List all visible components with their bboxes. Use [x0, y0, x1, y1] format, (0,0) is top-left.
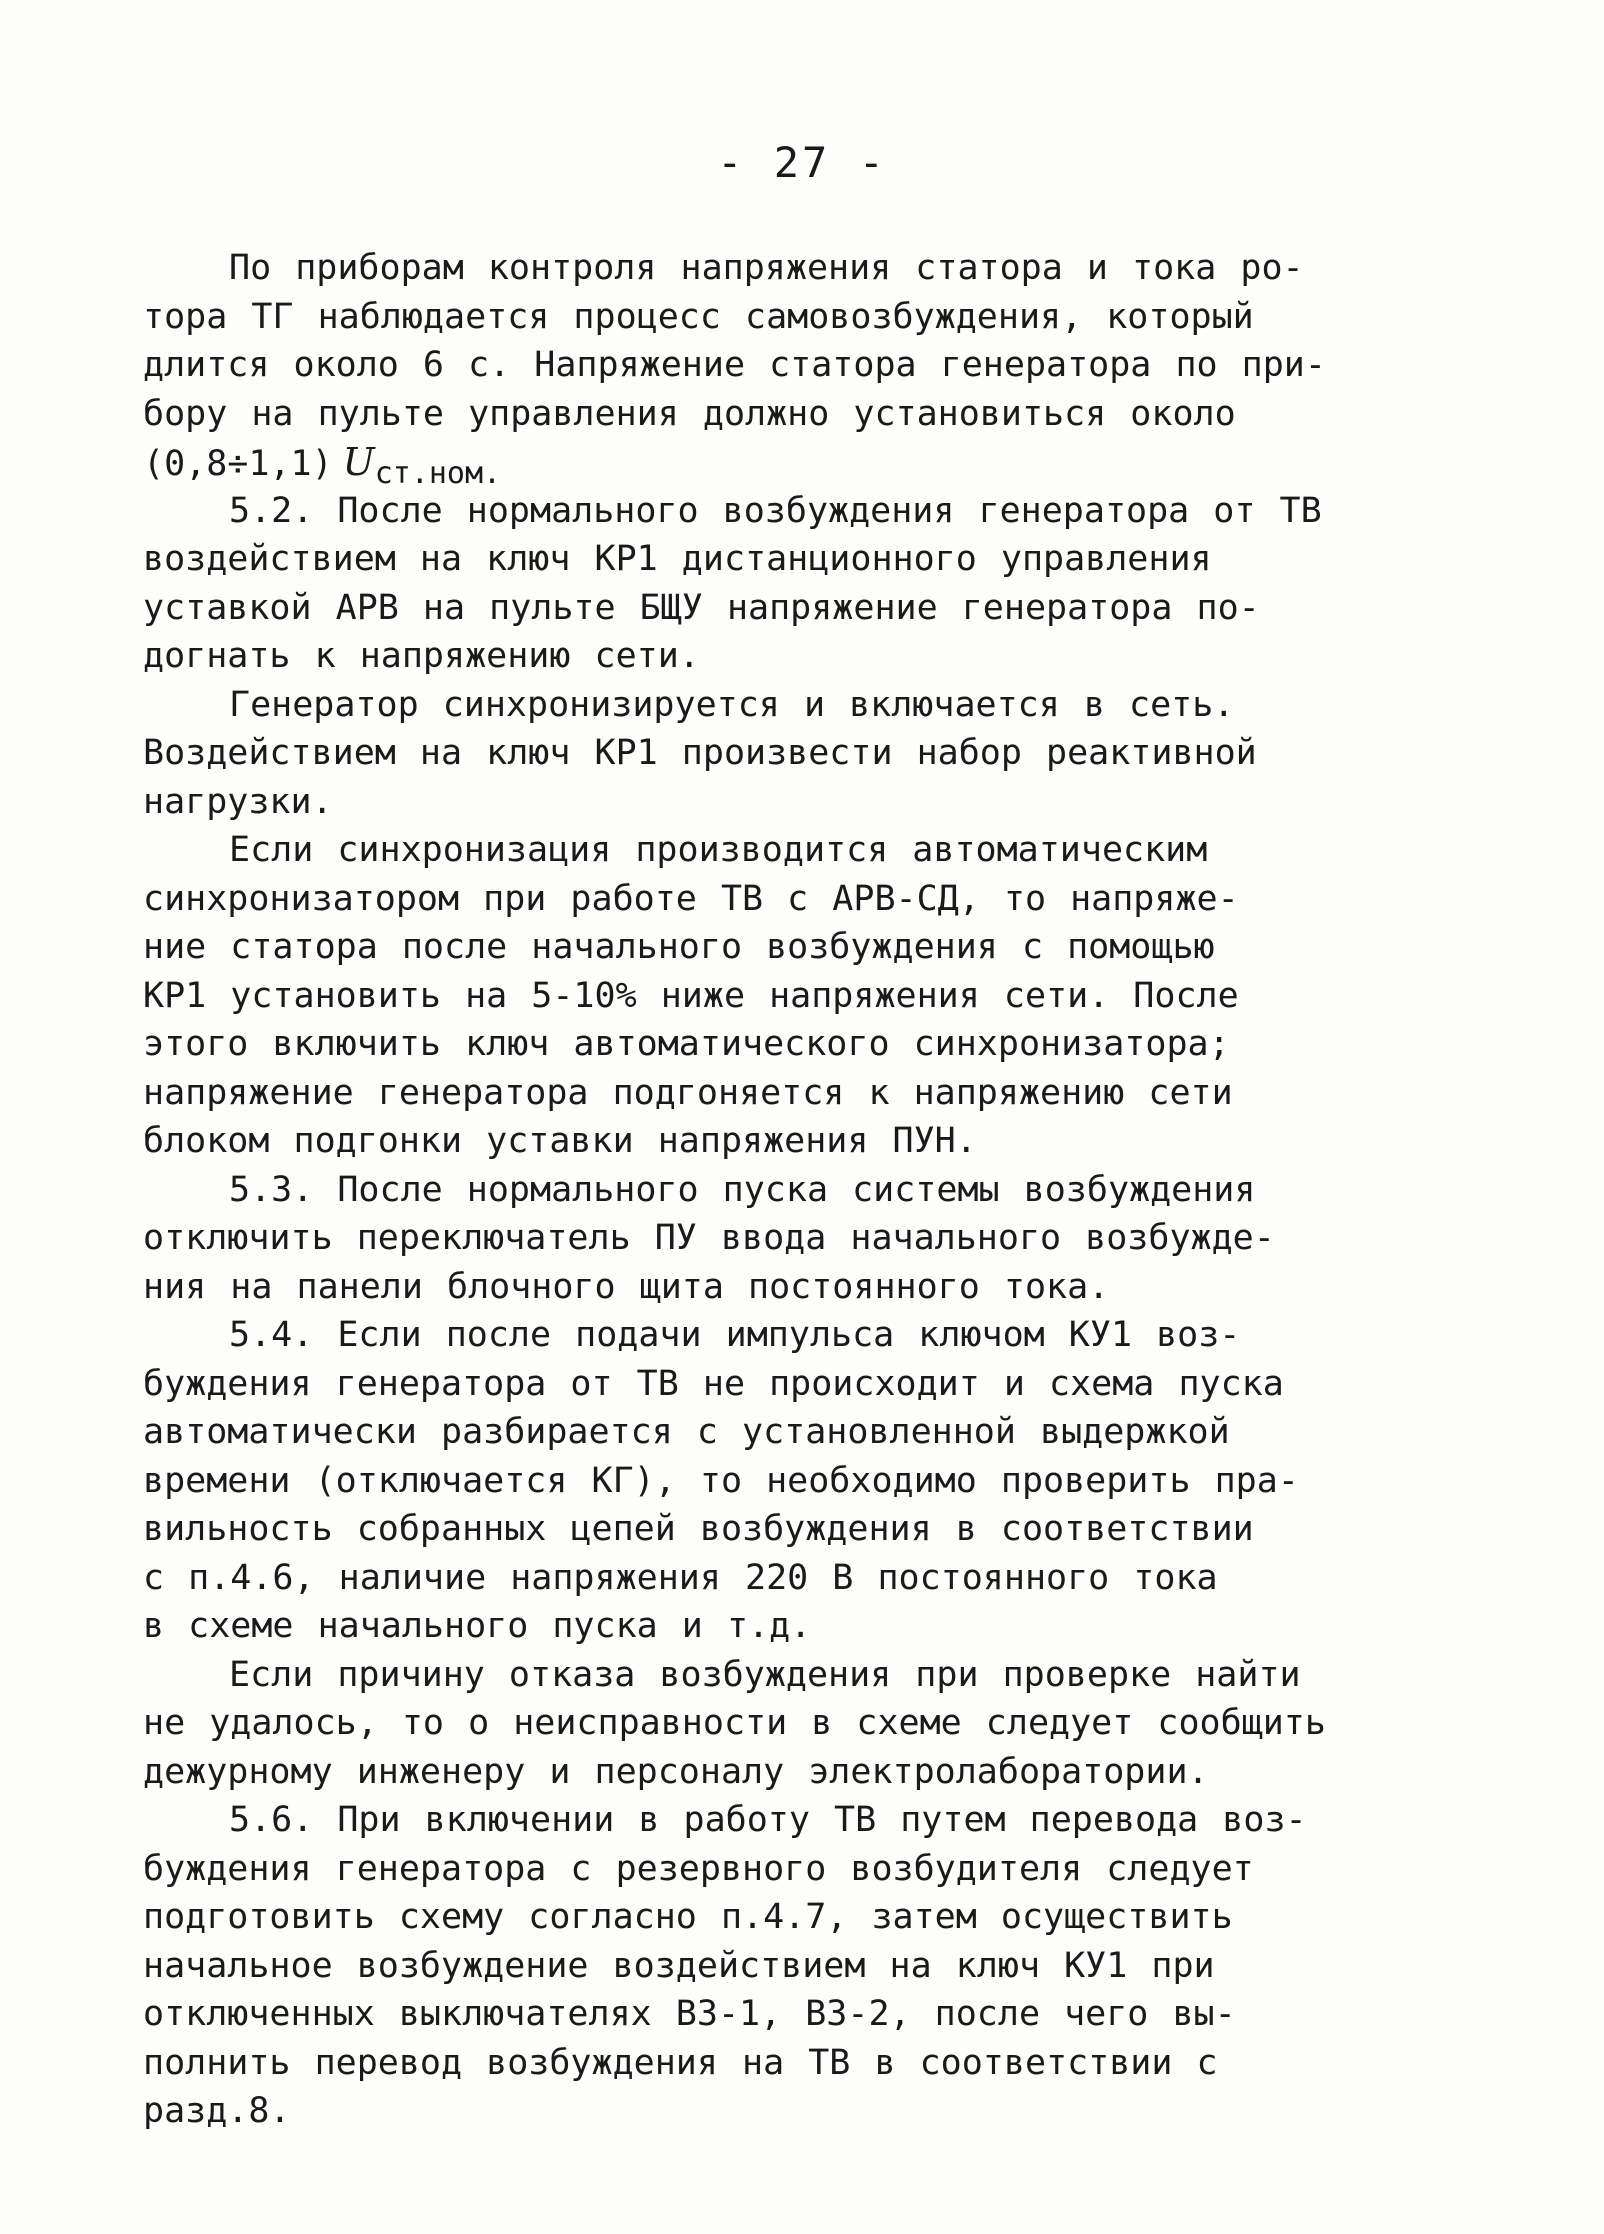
text-line: вильность собранных цепей возбуждения в соответствии — [143, 1509, 1254, 1549]
text-line: полнить перевод возбуждения на ТВ в соответствии с — [143, 2042, 1218, 2083]
text-line: воздействием на ключ КР1 дистанционного управления — [143, 539, 1212, 579]
body-text — [143, 244, 1423, 2136]
text-line: этого включить ключ автоматического синхронизатора; — [143, 1024, 1230, 1064]
text-line: времени (отключается КГ), то необходимо проверить пра- — [143, 1460, 1299, 1501]
formula-range: (0,8÷1,1) — [143, 444, 333, 484]
text-line: отключить переключатель ПУ ввода начального возбужде- — [143, 1218, 1275, 1258]
text-line: догнать к напряжению сети. — [143, 636, 700, 676]
text-line: По приборам контроля напряжения статора и тока ро- — [229, 248, 1304, 288]
text-line: длится около 6 с. Напряжение статора генератора по при- — [143, 345, 1326, 385]
text-line: в схеме начального пуска и т.д. — [143, 1606, 812, 1646]
text-line: 5.6. При включении в работу ТВ путем перевода воз- — [229, 1800, 1307, 1840]
text-line: Если синхронизация производится автоматическим — [229, 830, 1208, 870]
text-line: Воздействием на ключ КР1 произвести набор реактивной — [143, 733, 1257, 773]
text-line: разд.8. — [143, 2091, 291, 2131]
text-line: напряжение генератора подгоняется к напряжению сети — [143, 1072, 1233, 1113]
text-line: 5.4. Если после подачи импульса ключом КУ1 воз- — [229, 1315, 1241, 1355]
text-line: бору на пульте управления должно установиться около — [143, 393, 1236, 434]
text-line: 5.2. После нормального возбуждения генератора от ТВ — [229, 490, 1322, 531]
text-line: с п.4.6, наличие напряжения 220 В постоянного тока — [143, 1557, 1218, 1598]
text-line: КР1 установить на 5-10% ниже напряжения сети. После — [143, 975, 1239, 1016]
text-line: отключенных выключателях ВЗ-1, ВЗ-2, после чего вы- — [143, 1994, 1236, 2034]
formula-symbol: U — [342, 440, 375, 484]
text-line: уставкой АРВ на пульте БЩУ напряжение генератора по- — [143, 587, 1260, 628]
formula-line — [143, 438, 1423, 491]
text-line: буждения генератора с резервного возбудителя следует — [143, 1848, 1254, 1889]
text-line: нагрузки. — [143, 781, 333, 822]
text-line: автоматически разбирается с установленной выдержкой — [143, 1412, 1230, 1452]
text-line: Генератор синхронизируется и включается в сеть. — [229, 684, 1235, 725]
text-line: блоком подгонки уставки напряжения ПУН. — [143, 1121, 977, 1161]
text-line: начальное возбуждение воздействием на ключ КУ1 при — [143, 1945, 1215, 1986]
text-line: не удалось, то о неисправности в схеме следует сообщить — [143, 1703, 1326, 1743]
formula-subscript: ст.ном. — [374, 456, 502, 491]
text-line: буждения генератора от ТВ не происходит и схема пуска — [143, 1363, 1284, 1404]
text-line: дежурному инженеру и персоналу электролаборатории. — [143, 1751, 1209, 1792]
text-line: подготовить схему согласно п.4.7, затем осуществить — [143, 1897, 1233, 1937]
text-line: синхронизатором при работе ТВ с АРВ-СД, то напряже- — [143, 878, 1239, 919]
text-line: тора ТГ наблюдается процесс самовозбуждения, который — [143, 296, 1254, 337]
page-number: - 27 - — [717, 138, 887, 187]
text-line: Если причину отказа возбуждения при проверке найти — [229, 1654, 1301, 1695]
text-line: ние статора после начального возбуждения с помощью — [143, 927, 1215, 967]
text-line: 5.3. После нормального пуска системы возбуждения — [229, 1169, 1256, 1210]
text-line: ния на панели блочного щита постоянного тока. — [143, 1266, 1110, 1307]
